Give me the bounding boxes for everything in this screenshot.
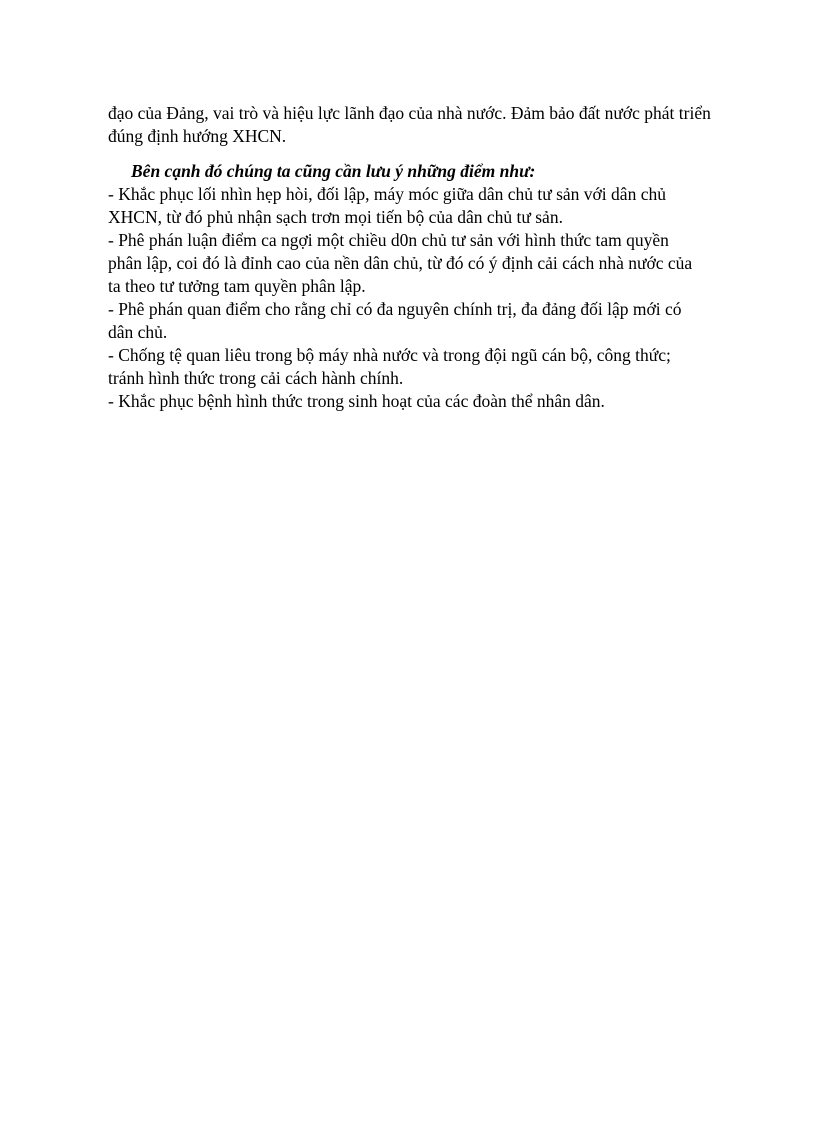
bullet-line: - Phê phán luận điểm ca ngợi một chiều d0n chủ tư sản với hình thức tam quyền — [108, 230, 669, 250]
bullet-line: - Phê phán quan điểm cho rằng chỉ có đa nguyên chính trị, đa đảng đối lập mới có — [108, 299, 682, 319]
bullet-line: tránh hình thức trong cải cách hành chính. — [108, 368, 404, 388]
document-body — [108, 102, 748, 413]
intro-line: đúng định hướng XHCN. — [108, 126, 287, 146]
bullet-item — [108, 344, 748, 390]
bullet-line: - Khắc phục bệnh hình thức trong sinh hoạt của các đoàn thể nhân dân. — [108, 391, 605, 411]
bullet-item — [108, 298, 748, 344]
bullet-line: - Chống tệ quan liêu trong bộ máy nhà nước và trong đội ngũ cán bộ, công thức; — [108, 345, 671, 365]
bullet-line: XHCN, từ đó phủ nhận sạch trơn mọi tiến bộ của dân chủ tư sản. — [108, 207, 563, 227]
bullet-item — [108, 229, 748, 298]
intro-line: đạo của Đảng, vai trò và hiệu lực lãnh đạo của nhà nước. Đảm bảo đất nước phát triển — [108, 103, 711, 123]
intro-paragraph — [108, 102, 748, 148]
section-heading: Bên cạnh đó chúng ta cũng cần lưu ý những điểm như: — [131, 161, 536, 181]
bullet-line: - Khắc phục lối nhìn hẹp hòi, đối lập, máy móc giữa dân chủ tư sản với dân chủ — [108, 184, 666, 204]
bullet-item — [108, 183, 748, 229]
bullet-item — [108, 390, 748, 413]
bullet-line: phân lập, coi đó là đỉnh cao của nền dân chủ, từ đó có ý định cải cách nhà nước của — [108, 253, 693, 273]
bullet-line: dân chủ. — [108, 322, 168, 342]
bullet-line: ta theo tư tưởng tam quyền phân lập. — [108, 276, 366, 296]
